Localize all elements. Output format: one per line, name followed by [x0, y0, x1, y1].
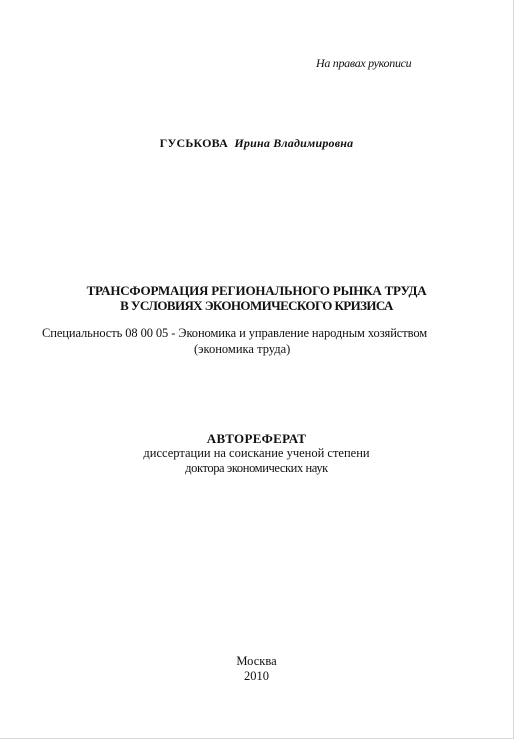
title-line-2: В УСЛОВИЯХ ЭКОНОМИЧЕСКОГО КРИЗИСА: [120, 298, 393, 313]
specialty-line-1: Специальность 08 00 05 - Экономика и управление народным хозяйством: [42, 326, 428, 340]
abstract-line-2: доктора экономических наук: [185, 461, 328, 475]
title-line-1: ТРАНСФОРМАЦИЯ РЕГИОНАЛЬНОГО РЫНКА ТРУДА: [86, 283, 427, 298]
author-name: Ирина Владимировна: [234, 136, 354, 150]
abstract-line-1: диссертации на соискание ученой степени: [143, 446, 370, 460]
author-line: [0, 136, 513, 151]
manuscript-note: На правах рукописи: [316, 56, 412, 70]
city: Москва: [236, 654, 277, 668]
year: 2010: [244, 669, 269, 683]
author-surname: ГУСЬКОВА: [159, 136, 228, 150]
abstract-heading: АВТОРЕФЕРАТ: [206, 431, 307, 446]
specialty-line-2: (экономика труда): [194, 342, 291, 356]
